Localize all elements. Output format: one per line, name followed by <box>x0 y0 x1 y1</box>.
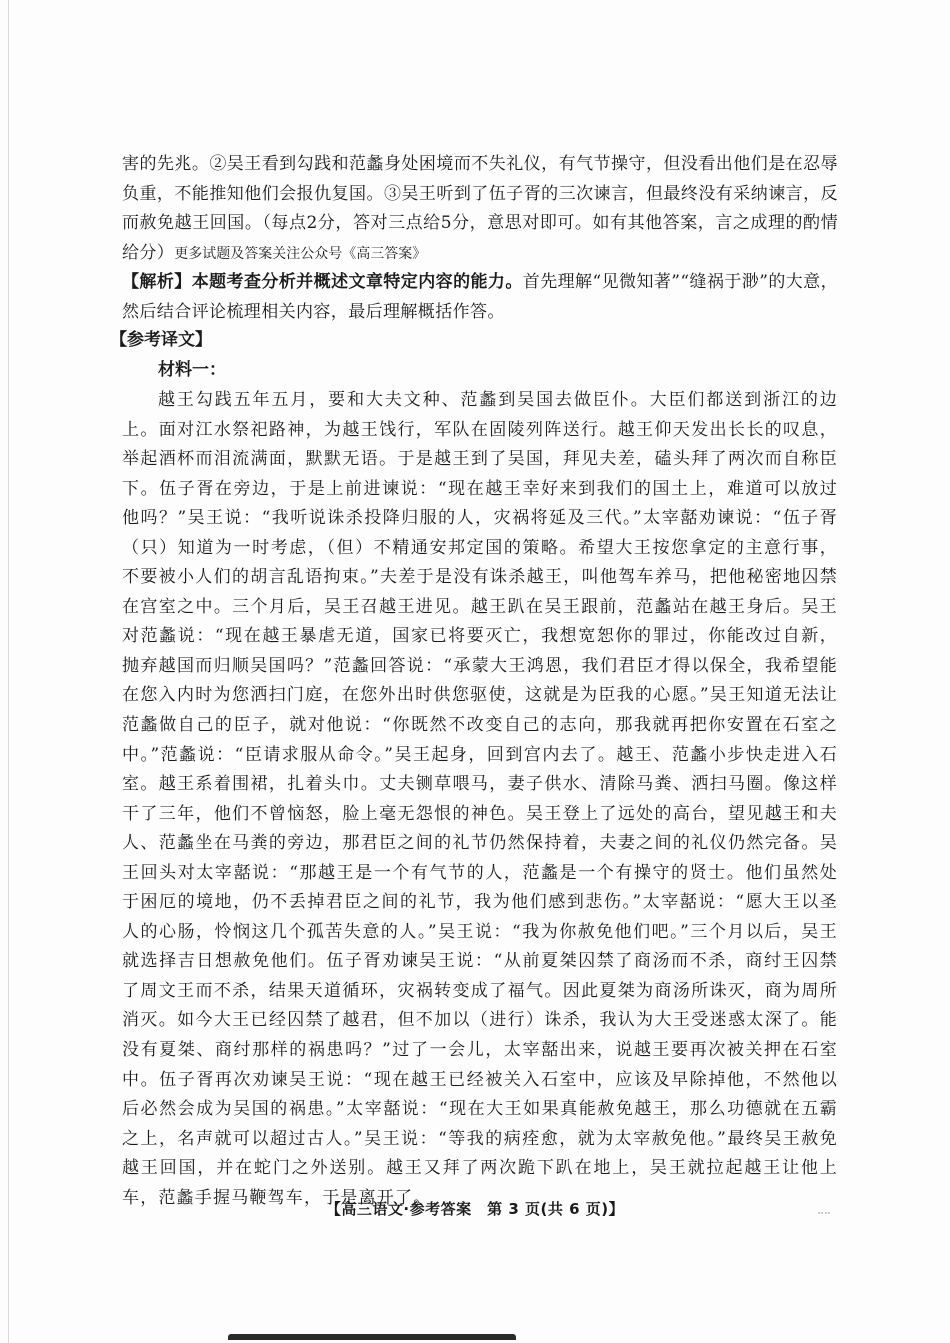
bottom-scan-mark <box>228 1334 516 1340</box>
analysis-text: 首先理解“见微知著”“缝祸于渺”的大意，然后结合评论梳理相关内容，最后理解概括作答。 <box>122 272 838 322</box>
answer-text: 害的先兆。②吴王看到勾践和范蠡身处困境而不失礼仪，有气节操守，但没看出他们是在忍辱负重，不能推知他们会报仇复国。③吴王听到了伍子胥的三次谏言，但最终没有采纳谏言，反而赦免越王回国。（每点2分，答对三点给5分，意思对即可。如有其他答案，言之成理的酌情给分） <box>122 154 838 263</box>
answer-paragraph <box>122 150 838 269</box>
promo-note: 更多试题及答案关注公众号《高三答案》 <box>174 245 427 262</box>
page-footer: 【高三语文·参考答案 第 3 页(共 6 页)】 <box>325 1200 625 1218</box>
material-one-label: 材料一： <box>158 360 226 380</box>
translation-heading: 【参考译文】 <box>110 330 212 350</box>
page-edge-line <box>8 0 9 1343</box>
analysis-paragraph <box>122 268 838 327</box>
translation-text: 越王勾践五年五月，要和大夫文种、范蠡到吴国去做臣仆。大臣们都送到浙江的边上。面对江水祭祀路神，为越王饯行，军队在固陵列阵送行。越王仰天发出长长的叹息，举起酒杯而泪流满面，默默无语。于是越王到了吴国，拜见夫差，磕头拜了两次而自称臣下。伍子胥在旁边，于是上前进谏说：“现在越王幸好来到我们的国土上，难道可以放过他吗？”吴王说：“我听说诛杀投降归服的人，灾祸将延及三代。”太宰嚭劝谏说：“伍子胥（只）知道为一时考虑，（但）不精通安邦定国的策略。希望大王按您拿定的主意行事，不要被小人们的胡言乱语拘束。”夫差于是没有诛杀越王，叫他驾车养马，把他秘密地囚禁在宫室之中。三个月后，吴王召越王进见。越王趴在吴王跟前，范蠡站在越王身后。吴王对范蠡说：“现在越王暴虐无道，国家已将要灭亡，我想宽恕你的罪过，你能改过自新，抛弃越国而归顺吴国吗？”范蠡回答说：“承蒙大王鸿恩，我们君臣才得以保全，我希望能在您入内时为您洒扫门庭，在您外出时供您驱使，这就是为臣我的心愿。”吴王知道无法让范蠡做自己的臣子，就对他说：“你既然不改变自己的志向，那我就再把你安置在石室之中。”范蠡说：“臣请求服从命令。”吴王起身，回到宫内去了。越王、范蠡小步快走进入石室。越王系着围裙，扎着头巾。丈夫铡草喂马，妻子供水、清除马粪、洒扫马圈。像这样干了三年，他们不曾恼怒，脸上毫无怨恨的神色。吴王登上了远处的高台，望见越王和夫人、范蠡坐在马粪的旁边，那君臣之间的礼节仍然保持着，夫妻之间的礼仪仍然完备。吴王回头对太宰嚭说：“那越王是一个有气节的人，范蠡是一个有操守的贤士。他们虽然处于困厄的境地，仍不丢掉君臣之间的礼节，我为他们感到悲伤。”太宰嚭说：“愿大王以圣人的心肠，怜悯这几个孤苦失意的人。”吴王说：“我为你赦免他们吧。”三个月以后，吴王就选择吉日想赦免他们。伍子胥劝谏吴王说：“从前夏桀囚禁了商汤而不杀，商纣王囚禁了周文王而不杀，结果天道循环，灾祸转变成了福气。因此夏桀为商汤所诛灭，商为周所消灭。如今大王已经囚禁了越君，但不加以（进行）诛杀，我认为大王受迷惑太深了。能没有夏桀、商纣那样的祸患吗？”过了一会儿，太宰嚭出来，说越王要再次被关押在石室中。伍子胥再次劝谏吴王说：“现在越王已经被关入石室中，应该及早除掉他，不然他以后必然会成为吴国的祸患。”太宰嚭说：“现在大王如果真能赦免越王，那么功德就在五霸之上，名声就可以超过古人。”吴王说：“等我的病痊愈，就为太宰赦免他。”最终吴王赦免越王回国，并在蛇门之外送别。越王又拜了两次跪下趴在地上，吴王就拉起越王让他上车，范蠡手握马鞭驾车，于是离开了。 <box>122 390 838 1208</box>
analysis-label: 【解析】 <box>122 272 192 292</box>
scan-artifact <box>818 1212 830 1216</box>
analysis-lead: 本题考查分析并概述文章特定内容的能力。 <box>191 272 523 292</box>
